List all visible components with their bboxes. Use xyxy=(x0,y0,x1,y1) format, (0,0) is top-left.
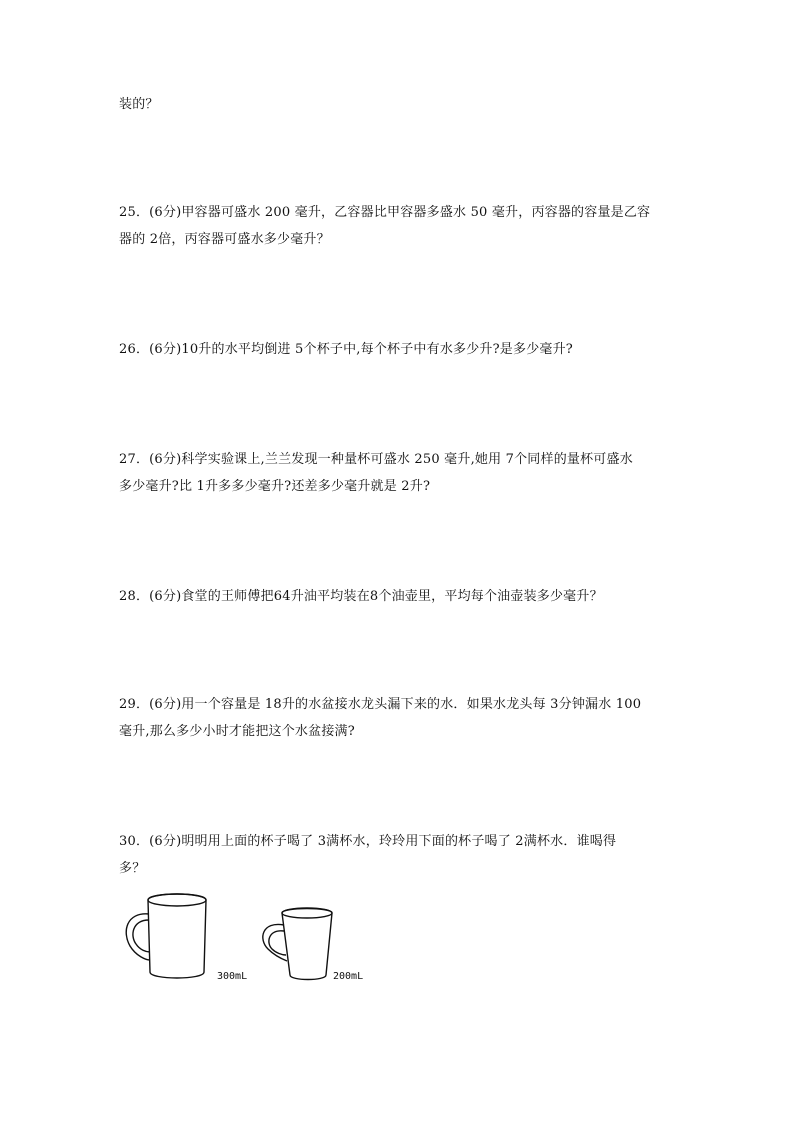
question-28: 28．(6分)食堂的王师傅把64升油平均装在8个油壶里，平均每个油壶装多少毫升？ xyxy=(119,589,603,604)
question-25-line2: 器的 2倍，丙容器可盛水多少毫升？ xyxy=(119,232,330,247)
prev-question-tail: 装的？ xyxy=(119,97,159,112)
question-30-line1: 30．(6分)明明用上面的杯子喝了 3满杯水，玲玲用下面的杯子喝了 2满杯水．谁喝得 xyxy=(119,834,617,849)
question-27-line1: 27．(6分)科学实验课上,兰兰发现一种量杯可盛水 250 毫升,她用 7个同样的量杯可盛水 xyxy=(119,452,633,467)
question-30-line2: 多？ xyxy=(119,861,146,876)
cup-200ml-icon xyxy=(256,905,336,983)
mug-capacity-label: 300mL xyxy=(217,971,248,982)
question-26: 26．(6分)10升的水平均倒进 5个杯子中,每个杯子中有水多少升?是多少毫升? xyxy=(119,342,573,357)
question-29-line2: 毫升,那么多少小时才能把这个水盆接满? xyxy=(119,724,355,739)
question-27-line2: 多少毫升?比 1升多多少毫升?还差多少毫升就是 2升? xyxy=(119,479,431,494)
question-25-line1: 25．(6分)甲容器可盛水 200 毫升，乙容器比甲容器多盛水 50 毫升，丙容器的容量是乙容 xyxy=(119,205,651,220)
question-29-line1: 29．(6分)用一个容量是 18升的水盆接水龙头漏下来的水．如果水龙头每 3分钟漏水 100 xyxy=(119,697,642,712)
cup-capacity-label: 200mL xyxy=(333,971,364,982)
mug-300ml-icon xyxy=(118,888,218,984)
